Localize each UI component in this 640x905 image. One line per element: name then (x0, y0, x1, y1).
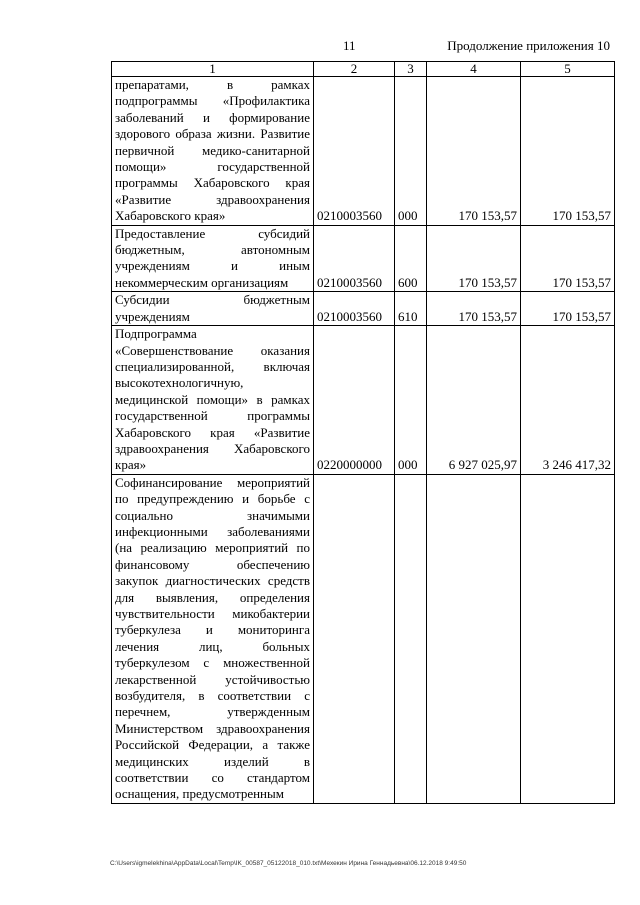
row-expense-type: 000 (395, 77, 427, 226)
table-header-row (112, 62, 615, 77)
row-code: 0210003560 (314, 225, 395, 292)
row-name: Субсидии бюджетным учреждениям (112, 292, 314, 326)
row-sum-2: 170 153,57 (521, 77, 615, 226)
row-expense-type (395, 474, 427, 803)
row-code: 0210003560 (314, 77, 395, 226)
file-path-footer: C:\Users\igmelekhina\AppData\Local\Temp\IK_00587_05122018_010.txt\Мехекин Ирина Геннадьевна\06.12.2018 9:49:50 (110, 860, 467, 867)
row-name: Софинансирование мероприятий по предупреждению и борьбе с социально значимыми инфекционными заболеваниями (на реализацию мероприятий по финансовому обеспечению закупок диагностических средств для выявления, определения чувствительности микобактерии туберкулеза и мониторинга лечения лиц, больных туберкулезом с множественной лекарственной устойчивостью возбудителя, в соответствии с перечнем, утвержденным Министерством здравоохранения Российской Федерации, а также медицинских изделий в соответствии со стандартом оснащения, предусмотренным (112, 474, 314, 803)
row-sum-2: 3 246 417,32 (521, 326, 615, 475)
table-row (112, 474, 615, 803)
column-header: 4 (427, 62, 521, 77)
continuation-label: Продолжение приложения 10 (447, 38, 610, 53)
row-name: препаратами, в рамках подпрограммы «Профилактика заболеваний и формирование здорового образа жизни. Развитие первичной медико-санитарной помощи» государственной программы Хабаровского края «Развитие здравоохранения Хабаровского края» (112, 77, 314, 226)
row-name: Предоставление субсидий бюджетным, автономным учреждениям и иным некоммерческим организациям (112, 225, 314, 292)
table-row (112, 77, 615, 226)
table-row (112, 326, 615, 475)
row-sum-1: 170 153,57 (427, 292, 521, 326)
column-header: 3 (395, 62, 427, 77)
table-row (112, 225, 615, 292)
row-expense-type: 610 (395, 292, 427, 326)
row-sum-1: 6 927 025,97 (427, 326, 521, 475)
row-code (314, 474, 395, 803)
table-row (112, 292, 615, 326)
page-number: 11 (343, 38, 356, 53)
column-header: 2 (314, 62, 395, 77)
row-expense-type: 000 (395, 326, 427, 475)
row-code: 0210003560 (314, 292, 395, 326)
row-sum-2: 170 153,57 (521, 225, 615, 292)
budget-table (111, 61, 615, 804)
row-sum-1: 170 153,57 (427, 77, 521, 226)
row-sum-1: 170 153,57 (427, 225, 521, 292)
row-sum-1 (427, 474, 521, 803)
row-name: Подпрограмма «Совершенствование оказания специализированной, включая высокотехнологичную, медицинской помощи» в рамках государственной программы Хабаровского края «Развитие здравоохранения Хабаровского края» (112, 326, 314, 475)
column-header: 5 (521, 62, 615, 77)
row-expense-type: 600 (395, 225, 427, 292)
row-code: 0220000000 (314, 326, 395, 475)
row-sum-2: 170 153,57 (521, 292, 615, 326)
column-header: 1 (112, 62, 314, 77)
row-sum-2 (521, 474, 615, 803)
